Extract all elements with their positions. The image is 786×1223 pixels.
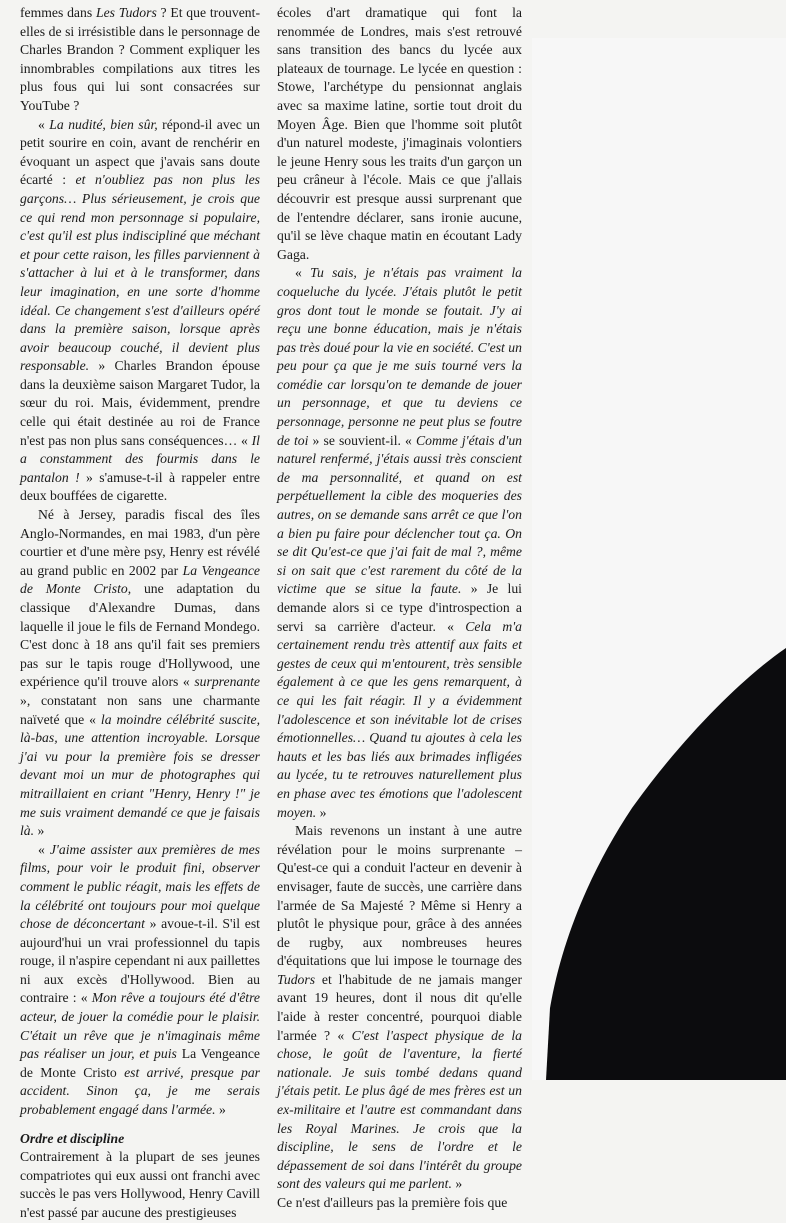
quote: Tu sais, je n'étais pas vraiment la coqueluche du lycée. J'étais plutôt le petit gros dont tout le monde se foutait. J'y ai reçu une bonne éducation, mais je n'étais pas très doué pour la vie en société. C'est un peu pour ça que je me suis tourné vers la comédie car lorsqu'on te demande de jouer un personnage, et que tu deviens ce personnage, personne ne peut plus se foutre de toi	[277, 265, 522, 448]
paragraph	[20, 841, 260, 1120]
paragraph	[20, 116, 260, 506]
film-title: La Vengeance de Monte Cristo	[20, 562, 260, 597]
quote: et n'oubliez pas non plus les garçons… Plus sérieusement, je crois que ce qui rend mon personnage si populaire, c'est qu'il est plus indiscipliné que méchant et pour cette raison, les filles parviennent à s'attacher à lui et à le transformer, dans leur imagination, en une sorte d'homme idéal. Ce changement s'est d'ailleurs opéré dans la première saison, lorsque après avoir beaucoup couché, il devient plus responsable.	[20, 172, 260, 374]
dark-shoulder-shape	[532, 38, 786, 1080]
quote: Cela m'a certainement rendu très attentif aux faits et gestes de ceux qui m'entourent, très sensible également à ce que les gens remarquent, à ce qui les fait réagir. Il y a évidemment l'adolescence et son inévitable lot de crises émotionnelles… Quand tu ajoutes à cela les hauts et les bas liés aux brimades infligées au lycée, tu te retrouves naturellement plus en phase avec tes émotions que l'adolescent moyen.	[277, 618, 522, 820]
show-title: Tudors	[277, 971, 316, 987]
quote: est arrivé, presque par accident. Sinon ça, je me serais probablement engagé dans l'armée.	[20, 1064, 261, 1118]
text-run: Né à Jersey, paradis fiscal des îles Anglo-Normandes, en mai 1983, d'un père courtier et d'une mère psy, Henry est révélé au grand public en 2002 par	[20, 507, 260, 578]
text-run: Mais revenons un instant à une autre révélation pour le moins surprenante – Qu'est-ce qui a conduit l'acteur en devenir à envisager, faute de succès, une carrière dans l'armée de Sa Majesté ? Même si Henry a plutôt le physique pour, grâce à des années de rugby, aux nombreuses heures d'équitations que lui impose le tournage des	[277, 823, 522, 969]
paragraph: Contrairement à la plupart de ses jeunes compatriotes qui eux aussi ont franchi avec succès le pas vers Hollywood, Henry Cavill n'est passé par aucune des prestigieuses	[20, 1149, 260, 1220]
text-run: » se souvient-il. «	[308, 432, 416, 448]
text-run: «	[38, 116, 50, 132]
quote: La nudité, bien sûr,	[49, 116, 158, 132]
text-run: ? Et que trouvent-elles de si irrésistible dans le personnage de Charles Brandon ? Comment expliquer les innombrables compilations aux titres les plus fous qui lui sont consacrées sur YouTube ?	[20, 5, 260, 113]
text-run: , une adaptation du classique d'Alexandre Dumas, dans laquelle il joue le fils de Fernand Mondego. C'est donc à 18 ans qu'il fait ses premiers pas sur le tapis rouge d'Hollywood, une expérience qu'il trouve alors «	[20, 581, 260, 690]
show-title: Les Tudors	[95, 5, 157, 20]
text-run: » s'amuse-t-il à rappeler entre deux bouffées de cigarette.	[20, 469, 260, 504]
paragraph	[20, 506, 260, 841]
text-run: » avoue-t-il. S'il est aujourd'hui un vrai professionnel du tapis rouge, il n'aspire cependant ni aux paillettes ni aux excès d'Hollywood. Bien au contraire : «	[20, 916, 261, 1006]
article-column-right	[277, 4, 522, 1213]
quote: Comme j'étais d'un naturel renfermé, j'étais aussi très conscient de ma personnalité, et quand on est perpétuellement la cible des moqueries des autres, on se demande sans arrêt ce que l'on a bien pu faire pour déclencher tout ça. On se dit Qu'est-ce que j'ai fait de mal ?, même si on sait que c'est rarement du côté de la victime que se situe la faute.	[277, 432, 523, 597]
text-run: »	[215, 1102, 226, 1118]
quote: J'aime assister aux premières de mes films, pour voir le produit fini, observer comment le public réagit, mais les effets de la célébrité ont toujours pour moi quelque chose de déconcertant	[20, 841, 261, 932]
text-run: »	[451, 1176, 463, 1192]
portrait-photo	[532, 38, 786, 1080]
text-run: «	[38, 841, 50, 857]
text-run: », constatant non sans une charmante naïveté que «	[20, 692, 260, 727]
text-run: »	[34, 823, 45, 839]
paragraph: écoles d'art dramatique qui font la renommée de Londres, mais s'est retrouvé sans transition des bancs du lycée aux plateaux de tournage. Le lycée en question : Stowe, l'archétype du pensionnat anglais avec sa maxime latine, sortie tout droit du Moyen Âge. Bien que l'homme soit plutôt d'un naturel modeste, j'imaginais volontiers le jeune Henry sous les traits d'un garçon un peu crâneur à l'école. Mais ce que j'allais découvrir est presque aussi surprenant que de l'entendre déclarer, sans ironie aucune, qu'il se lève chaque matin en écoutant Lady Gaga.	[277, 5, 522, 262]
film-title: La Vengeance de Monte Cristo	[20, 1046, 260, 1080]
paragraph	[277, 822, 522, 1194]
text-run: » Je lui demande alors si ce type d'introspection a servi sa carrière d'acteur. «	[277, 581, 522, 634]
text-run: femmes dans	[20, 5, 96, 20]
article-column-left	[20, 4, 260, 1223]
text-run: «	[295, 265, 311, 281]
paragraph: Ce n'est d'ailleurs pas la première fois que	[277, 1195, 508, 1210]
quote: la moindre célébrité suscite, là-bas, une attention incroyable. Lorsque j'ai vu pour la première fois se dresser devant moi un mur de photographes qui mitraillaient en criant "Henry, Henry !" je me suis vraiment demandé ce que je faisais là.	[20, 711, 260, 839]
quote: C'est l'aspect physique de la chose, le goût de l'aventure, la fierté nationale. Je suis tombé dedans quand j'étais petit. Le plus âgé de mes frères est un ex-militaire et l'autre est commandant dans les Royal Marines. Je crois que la discipline, le sens de l'ordre et le dépassement de soi dans l'intérêt du groupe sont des valeurs qui me parlent.	[277, 1027, 522, 1192]
section-heading: Ordre et discipline	[20, 1130, 125, 1146]
paragraph	[277, 264, 522, 822]
text-run: »	[316, 804, 327, 820]
paragraph	[20, 4, 260, 116]
text-run: et l'habitude de ne jamais manger avant 19 heures, dont il nous dit qu'elle l'aide à rester concentré, pourquoi diable l'armée ? «	[277, 971, 522, 1043]
text-run: répond-il avec un petit sourire en coin, avant de renchérir en évoquant un aspect que j'avais sans doute écarté :	[20, 116, 261, 188]
quote: Mon rêve a toujours été d'être acteur, de jouer la comédie pour le plaisir. C'était un rêve que je n'imaginais même pas réaliser un jour, et puis	[20, 990, 260, 1062]
text-run: » Charles Brandon épouse dans la deuxième saison Margaret Tudor, la sœur du roi. Mais, évidemment, prendre celle qui était destinée au roi de France n'est pas non plus sans conséquences… «	[20, 358, 260, 448]
quote: surprenante	[194, 674, 260, 690]
quote: Il a constamment des fourmis dans le pantalon !	[20, 432, 260, 485]
